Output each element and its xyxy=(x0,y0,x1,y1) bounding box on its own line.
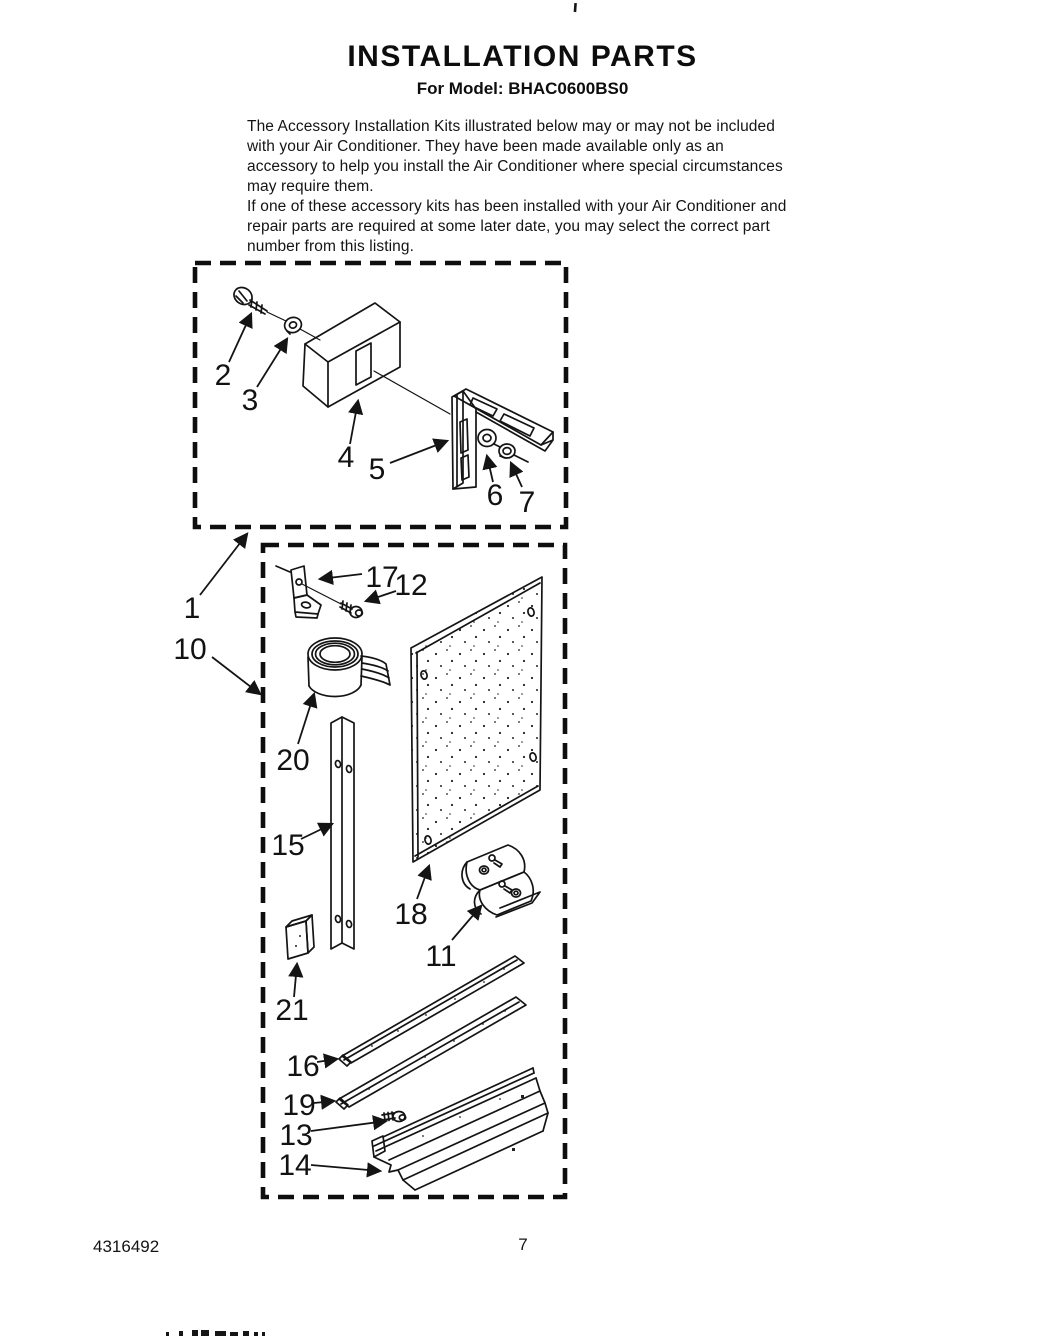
part-20-foam-tape-roll xyxy=(308,638,390,696)
assembly-axis-line xyxy=(267,312,286,321)
callout-label-6: 6 xyxy=(486,479,504,512)
leader-part-3 xyxy=(257,339,287,387)
callout-label-2: 2 xyxy=(214,359,232,392)
part-3-washer xyxy=(283,315,304,335)
callout-label-16: 16 xyxy=(286,1050,320,1083)
leader-part-15 xyxy=(301,824,332,839)
scan-artifact-top-tick xyxy=(574,3,577,12)
callout-label-15: 15 xyxy=(271,829,305,862)
callout-label-4: 4 xyxy=(337,441,355,474)
part-4-sash-filler xyxy=(303,303,400,407)
leader-part-11 xyxy=(452,906,481,940)
part-13-screw xyxy=(382,1112,406,1122)
leader-part-5 xyxy=(390,441,447,463)
callout-label-11: 11 xyxy=(425,940,457,973)
part-15-angle-channel xyxy=(331,717,354,949)
leader-part-7 xyxy=(511,463,522,487)
part-18-perforated-panel xyxy=(411,577,542,862)
leader-part-18 xyxy=(417,866,429,899)
callout-label-21: 21 xyxy=(275,994,309,1027)
part-11-support-bracket xyxy=(462,845,540,917)
assembly-axis-line xyxy=(302,584,341,604)
leader-part-14 xyxy=(311,1165,380,1171)
callout-label-1: 1 xyxy=(183,592,201,625)
callout-label-17: 17 xyxy=(365,561,399,594)
callout-label-12: 12 xyxy=(394,569,428,602)
callout-label-13: 13 xyxy=(279,1119,313,1152)
callout-label-3: 3 xyxy=(241,384,259,417)
leader-part-13 xyxy=(311,1121,386,1131)
assembly-axis-line xyxy=(300,329,320,340)
page-title: INSTALLATION PARTS xyxy=(347,40,698,73)
part-6-washer xyxy=(478,430,500,448)
part-5-lock-bracket xyxy=(452,389,553,489)
callout-label-5: 5 xyxy=(368,453,386,486)
callout-label-10: 10 xyxy=(173,633,207,666)
callout-label-7: 7 xyxy=(518,486,536,519)
intro-paragraph-2: If one of these accessory kits has been installed with your Air Conditioner and repair parts are required at some later date, you may select the correct part number from this listing. xyxy=(247,198,787,255)
leader-kit-1 xyxy=(200,534,247,595)
part-19-seal-strip xyxy=(336,997,526,1109)
part-17-angle-bracket xyxy=(276,566,321,618)
leader-part-2 xyxy=(229,314,251,362)
page-number: 7 xyxy=(518,1235,528,1254)
part-12-screw xyxy=(340,601,362,618)
document-number: 4316492 xyxy=(93,1237,160,1256)
part-7-nut xyxy=(499,444,528,462)
part-21-block xyxy=(286,915,314,959)
leader-part-17 xyxy=(320,574,362,579)
intro-paragraph-1: The Accessory Installation Kits illustrated below may or may not be included with your Air Conditioner. They have been made available only as an accessory to help you install the Air Conditioner where special circumstances may require them. xyxy=(247,118,783,195)
scan-artifact-bottom-fragments xyxy=(166,1330,265,1336)
part-2-screw xyxy=(231,284,267,314)
leader-part-20 xyxy=(298,694,314,744)
leader-part-16 xyxy=(317,1059,337,1062)
assembly-axis-line xyxy=(374,371,450,414)
callout-label-19: 19 xyxy=(282,1089,316,1122)
leader-part-4 xyxy=(350,401,358,444)
callout-label-20: 20 xyxy=(276,744,310,777)
leader-part-21 xyxy=(294,964,297,997)
leader-part-19 xyxy=(314,1101,334,1103)
callout-label-18: 18 xyxy=(394,898,428,931)
callout-label-14: 14 xyxy=(278,1149,312,1182)
leader-kit-10 xyxy=(212,657,260,694)
part-14-sill-channel xyxy=(372,1068,548,1190)
model-subtitle: For Model: BHAC0600BS0 xyxy=(416,79,629,98)
